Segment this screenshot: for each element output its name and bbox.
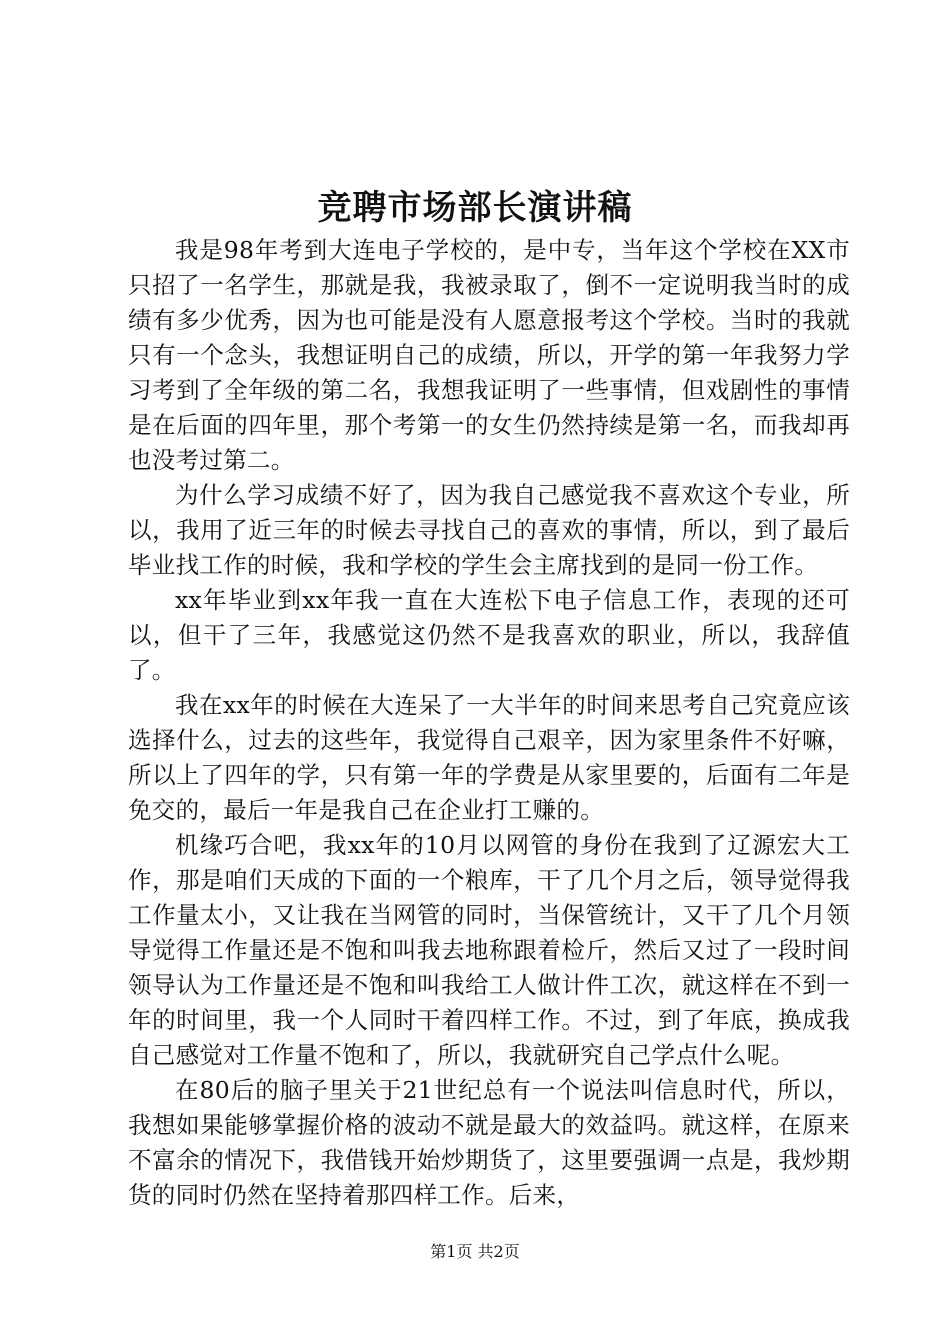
- document-title: 竞聘市场部长演讲稿: [317, 188, 633, 228]
- paragraph-1: 我是98年考到大连电子学校的，是中专，当年这个学校在XX市只招了一名学生，那就是我，我被录取了，倒不一定说明我当时的成绩有多少优秀，因为也可能是没有人愿意报考这个学校。当时的我就只有一个念头，我想证明自己的成绩，所以，开学的第一年我努力学习考到了全年级的第二名，我想我证明了一些事情，但戏剧性的事情是在后面的四年里，那个考第一的女生仍然持续是第一名，而我却再也没考过第二。: [128, 236, 850, 474]
- paragraph-3: xx年毕业到xx年我一直在大连松下电子信息工作，表现的还可以，但干了三年，我感觉这仍然不是我喜欢的职业，所以，我辞值了。: [128, 586, 850, 684]
- paragraph-4: 我在xx年的时候在大连呆了一大半年的时间来思考自己究竟应该选择什么，过去的这些年，我觉得自己艰辛，因为家里条件不好嘛，所以上了四年的学，只有第一年的学费是从家里要的，后面有二年是免交的，最后一年是我自己在企业打工赚的。: [128, 691, 850, 824]
- page-number-footer: 第1页 共2页: [430, 1242, 520, 1261]
- paragraph-5: 机缘巧合吧，我xx年的10月以网管的身份在我到了辽源宏大工作，那是咱们天成的下面的一个粮库，干了几个月之后，领导觉得我工作量太小，又让我在当网管的同时，当保管统计，又干了几个月领导觉得工作量还是不饱和叫我去地称跟着检斤，然后又过了一段时间领导认为工作量还是不饱和叫我给工人做计件工次，就这样在不到一年的时间里，我一个人同时干着四样工作。不过，到了年底，换成我自己感觉对工作量不饱和了，所以，我就研究自己学点什么呢。: [128, 831, 850, 1069]
- paragraph-6: 在80后的脑子里关于21世纪总有一个说法叫信息时代，所以，我想如果能够掌握价格的波动不就是最大的效益吗。就这样，在原来不富余的情况下，我借钱开始炒期货了，这里要强调一点是，我炒期货的同时仍然在坚持着那四样工作。后来，: [128, 1076, 850, 1209]
- paragraph-2: 为什么学习成绩不好了，因为我自己感觉我不喜欢这个专业，所以，我用了近三年的时候去寻找自己的喜欢的事情，所以，到了最后毕业找工作的时候，我和学校的学生会主席找到的是同一份工作。: [128, 481, 850, 579]
- document-body: [128, 233, 850, 1213]
